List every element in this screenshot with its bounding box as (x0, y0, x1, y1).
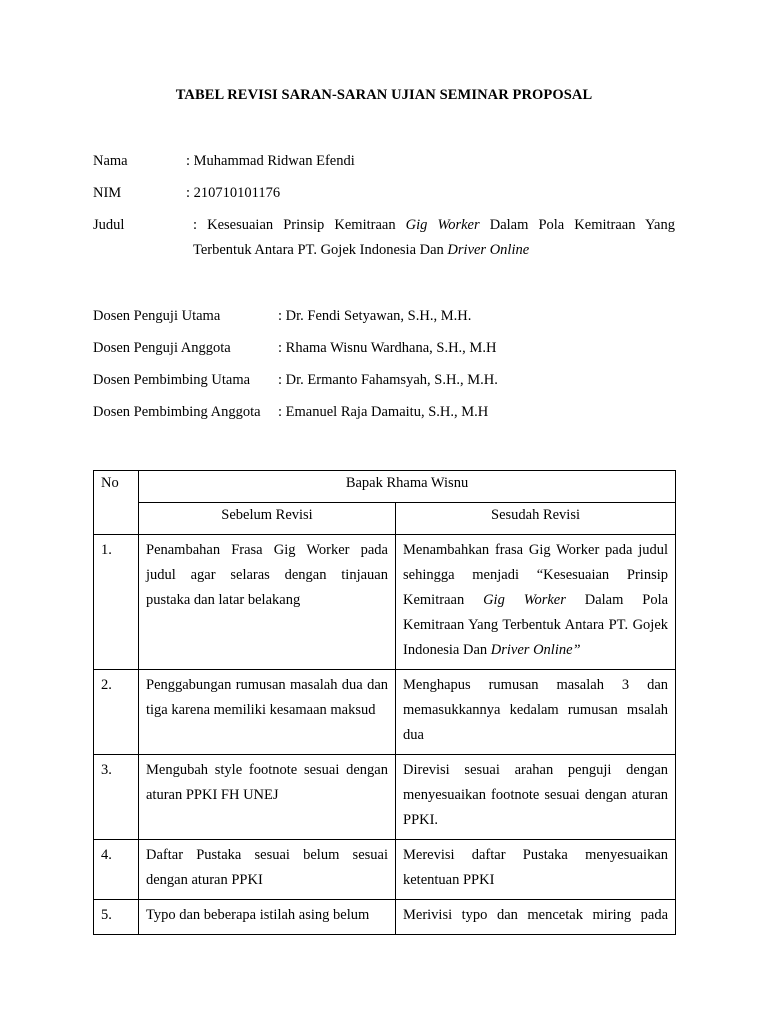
judul-italic-1: Gig Worker (405, 217, 480, 233)
row-number: 4. (94, 840, 139, 900)
document-title: TABEL REVISI SARAN-SARAN UJIAN SEMINAR PROPOSAL (175, 87, 593, 103)
row-before: Typo dan beberapa istilah asing belum (139, 900, 396, 935)
revision-table (93, 470, 676, 935)
examiner-label: Dosen Penguji Utama (93, 308, 221, 324)
nim-label: NIM (93, 185, 122, 201)
row-after (396, 535, 676, 670)
examiner-value: : Dr. Fendi Setyawan, S.H., M.H. (278, 308, 472, 324)
row-number: 3. (94, 755, 139, 840)
table-row (94, 670, 676, 755)
row-before: Penambahan Frasa Gig Worker pada judul agar selaras dengan tinjauan pustaka dan latar belakang (139, 535, 396, 670)
row-before: Daftar Pustaka sesuai belum sesuai dengan aturan PPKI (139, 840, 396, 900)
examiner-value: : Emanuel Raja Damaitu, S.H., M.H (278, 404, 489, 420)
row-after: Direvisi sesuai arahan penguji dengan menyesuaikan footnote sesuai dengan aturan PPKI. (396, 755, 676, 840)
after-prefix: Menambahkan frasa Gig Worker pada judul sehingga menjadi “Kesesuaian Prinsip Kemitraan (403, 542, 669, 608)
table-row (94, 535, 676, 670)
judul-line-1 (193, 213, 675, 238)
col-no-header: No (94, 471, 139, 535)
col-before-header: Sebelum Revisi (139, 503, 396, 535)
judul-value (193, 213, 675, 263)
examiner-value: : Rhama Wisnu Wardhana, S.H., M.H (278, 340, 497, 356)
table-row (94, 755, 676, 840)
judul-italic-2: Driver Online (447, 242, 530, 258)
name-value: : Muhammad Ridwan Efendi (186, 153, 355, 169)
examiner-label: Dosen Pembimbing Utama (93, 372, 251, 388)
after-mid: Dalam Pola Kemitraan Yang Terbentuk Antara PT. Gojek Indonesia Dan (403, 592, 669, 658)
table-row (94, 900, 676, 935)
after-italic-2: Driver Online” (490, 642, 581, 658)
judul-prefix: : Kesesuaian Prinsip Kemitraan (193, 217, 396, 233)
examiner-value: : Dr. Ermanto Fahamsyah, S.H., M.H. (278, 372, 498, 388)
after-italic-1: Gig Worker (483, 592, 566, 608)
nim-value: : 210710101176 (186, 185, 281, 201)
judul-mid: Dalam Pola Kemitraan Yang (489, 217, 675, 233)
examiner-label: Dosen Penguji Anggota (93, 340, 231, 356)
table-subheader-row (94, 503, 676, 535)
row-after: Menghapus rumusan masalah 3 dan memasukkannya kedalam rumusan msalah dua (396, 670, 676, 755)
row-number: 1. (94, 535, 139, 670)
row-number: 2. (94, 670, 139, 755)
group-header: Bapak Rhama Wisnu (139, 471, 676, 503)
col-after-header: Sesudah Revisi (396, 503, 676, 535)
row-after: Merivisi typo dan mencetak miring pada (396, 900, 676, 935)
row-before: Mengubah style footnote sesuai dengan aturan PPKI FH UNEJ (139, 755, 396, 840)
row-after: Merevisi daftar Pustaka menyesuaikan ketentuan PPKI (396, 840, 676, 900)
examiner-label: Dosen Pembimbing Anggota (93, 404, 261, 420)
row-before: Penggabungan rumusan masalah dua dan tiga karena memiliki kesamaan maksud (139, 670, 396, 755)
judul-line-2 (193, 238, 675, 263)
judul-line2-plain: Terbentuk Antara PT. Gojek Indonesia Dan (193, 242, 444, 258)
judul-label: Judul (93, 217, 125, 233)
table-header-row (94, 471, 676, 503)
row-number: 5. (94, 900, 139, 935)
table-row (94, 840, 676, 900)
name-label: Nama (93, 153, 128, 169)
